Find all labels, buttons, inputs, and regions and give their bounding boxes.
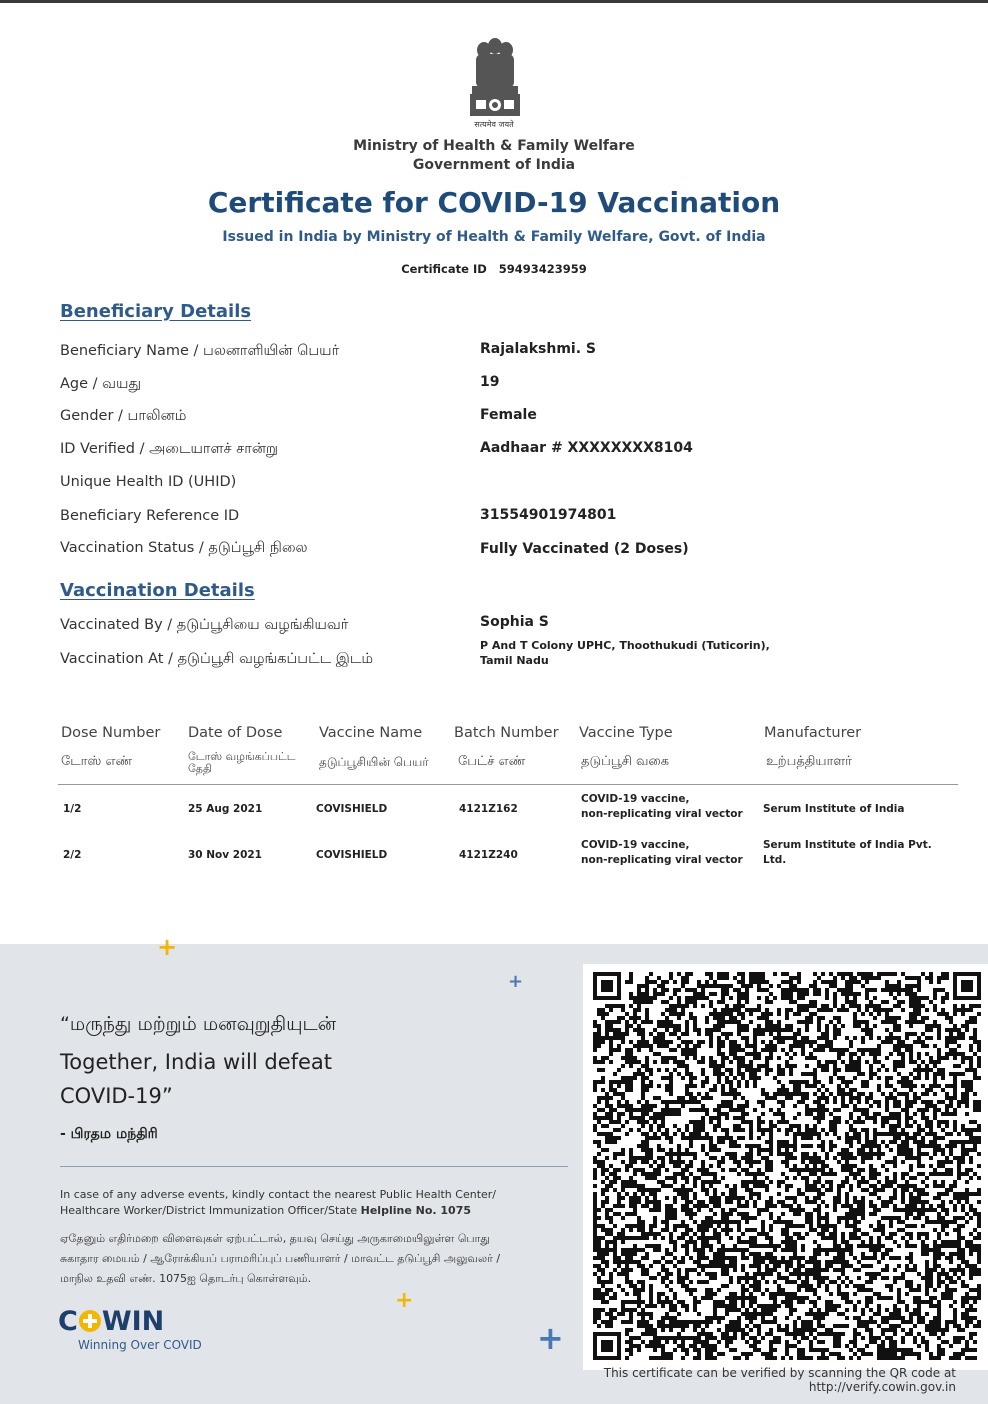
dose-date: 25 Aug 2021 [188, 803, 263, 815]
batch-number: 4121Z240 [459, 849, 518, 861]
vaccine-type-line2: non-replicating viral vector [581, 854, 743, 866]
ministry-name: Ministry of Health & Family Welfare [353, 138, 635, 154]
note-line: சுகாதார மையம் / ஆரோக்கியப் பராமரிப்புப் பணியாளர் / மாவட்ட தடுப்பூசி அலுவலர் / [60, 1252, 501, 1265]
vaccine-type [581, 792, 743, 822]
vaccine-name: COVISHIELD [316, 849, 388, 861]
age-value: 19 [480, 374, 500, 390]
header-batch-number-ta: பேட்ச் எண் [458, 754, 526, 769]
quote-line-tamil: “மருந்து மற்றும் மனவுறுதியுடன் [60, 1013, 337, 1035]
cowin-logo [58, 1306, 164, 1337]
certificate-title: Certificate for COVID-19 Vaccination [207, 186, 781, 219]
top-border [0, 0, 988, 3]
vaccine-type-line1: COVID-19 vaccine, [581, 839, 690, 851]
vaccination-status-label: Vaccination Status / தடுப்பூசி நிலை [60, 540, 308, 556]
table-divider [58, 784, 958, 785]
reference-id-value: 31554901974801 [480, 507, 617, 523]
plus-decoration-icon: + [537, 1319, 564, 1357]
plus-decoration-icon: + [395, 1288, 414, 1313]
header-batch-number: Batch Number [454, 725, 559, 741]
note-line-text: Healthcare Worker/District Immunization Officer/State [60, 1204, 361, 1217]
header-manufacturer: Manufacturer [764, 725, 862, 741]
vaccinated-at-line1: P And T Colony UPHC, Thoothukudi (Tuticorin), [480, 639, 770, 652]
cowin-logo-rest: WIN [101, 1306, 165, 1337]
note-line: ஏதேனும் எதிர்மறை விளைவுகள் ஏற்பட்டால், தயவு செய்து அருகாமையிலுள்ள பொது [60, 1232, 490, 1245]
plus-decoration-icon: + [508, 971, 524, 992]
cowin-logo-c: C [58, 1306, 78, 1337]
qr-code[interactable] [593, 972, 981, 1360]
uhid-label: Unique Health ID (UHID) [60, 474, 237, 490]
note-line: In case of any adverse events, kindly contact the nearest Public Health Center/ [60, 1188, 497, 1201]
emblem-motto: सत्यमेव जयते [474, 120, 514, 129]
vaccine-type-line1: COVID-19 vaccine, [581, 793, 690, 805]
manufacturer [763, 802, 905, 817]
beneficiary-section-title: Beneficiary Details [60, 301, 252, 322]
dose-date: 30 Nov 2021 [188, 849, 262, 861]
government-name: Government of India [412, 157, 576, 173]
vaccinated-at-line2: Tamil Nadu [480, 654, 549, 667]
helpline-number: Helpline No. 1075 [360, 1204, 472, 1217]
verify-note: This certificate can be verified by scanning the QR code at [603, 1366, 956, 1380]
batch-number: 4121Z162 [459, 803, 518, 815]
age-label: Age / வயது [60, 376, 142, 392]
beneficiary-name-label: Beneficiary Name / பலனாளியின் பெயர் [60, 343, 340, 359]
vaccination-status-value: Fully Vaccinated (2 Doses) [480, 541, 689, 557]
vaccine-name: COVISHIELD [316, 803, 388, 815]
header-dose-number: Dose Number [61, 725, 161, 741]
footer-divider [60, 1166, 568, 1167]
header-manufacturer-ta: உற்பத்தியாளர் [766, 754, 852, 769]
quote-line-english-2: COVID-19” [60, 1084, 173, 1108]
certificate-id [0, 262, 988, 276]
header-vaccine-type: Vaccine Type [579, 725, 673, 741]
reference-id-label: Beneficiary Reference ID [60, 508, 240, 524]
vaccinated-by-value: Sophia S [480, 614, 549, 630]
vaccination-section-title: Vaccination Details [60, 580, 255, 601]
header-vaccine-name-ta: தடுப்பூசியின் பெயர் [319, 755, 429, 769]
vaccine-type-line2: non-replicating viral vector [581, 808, 743, 820]
dose-number: 1/2 [63, 803, 82, 815]
certificate-id-label: Certificate ID [401, 262, 487, 276]
gender-label: Gender / பாலினம் [60, 408, 187, 424]
certificate-subtitle: Issued in India by Ministry of Health & Family Welfare, Govt. of India [222, 229, 766, 245]
beneficiary-name-value: Rajalakshmi. S [480, 341, 596, 357]
quote-author: - பிரதம மந்திரி [60, 1126, 158, 1142]
quote-line-english: Together, India will defeat [60, 1050, 333, 1074]
manufacturer-line1: Serum Institute of India Pvt. [763, 839, 932, 851]
header-date-of-dose: Date of Dose [188, 725, 283, 741]
header-vaccine-type-ta: தடுப்பூசி வகை [581, 754, 670, 769]
cowin-tagline: Winning Over COVID [78, 1338, 202, 1352]
header-date-of-dose-ta: டோஸ் வழங்கப்பட்ட தேதி [188, 750, 296, 775]
id-verified-value: Aadhaar # XXXXXXXX8104 [480, 440, 693, 456]
adverse-events-note-tamil [60, 1229, 560, 1289]
id-verified-label: ID Verified / அடையாளச் சான்று [60, 441, 279, 457]
note-line [60, 1203, 560, 1219]
header-dose-number-ta: டோஸ் எண் [61, 754, 133, 769]
gender-value: Female [480, 407, 537, 423]
adverse-events-note [60, 1187, 560, 1219]
plus-circle-icon [79, 1310, 101, 1332]
vaccinated-at-label: Vaccination At / தடுப்பூசி வழங்கப்பட்ட இடம் [60, 651, 374, 667]
vaccinated-at-value [480, 638, 780, 668]
certificate-id-value: 59493423959 [498, 262, 587, 276]
dose-number: 2/2 [63, 849, 82, 861]
header-vaccine-name: Vaccine Name [319, 725, 423, 741]
manufacturer-line2: Ltd. [763, 854, 787, 866]
plus-decoration-icon: + [157, 933, 178, 961]
note-line: மாநில உதவி எண். 1075ஐ தொடர்பு கொள்ளவும். [60, 1272, 312, 1285]
verify-url-link[interactable]: http://verify.cowin.gov.in [808, 1380, 956, 1394]
vaccinated-by-label: Vaccinated By / தடுப்பூசியை வழங்கியவர் [60, 617, 349, 633]
vaccine-type [581, 838, 743, 868]
manufacturer-line1: Serum Institute of India [763, 803, 905, 815]
manufacturer [763, 838, 932, 868]
